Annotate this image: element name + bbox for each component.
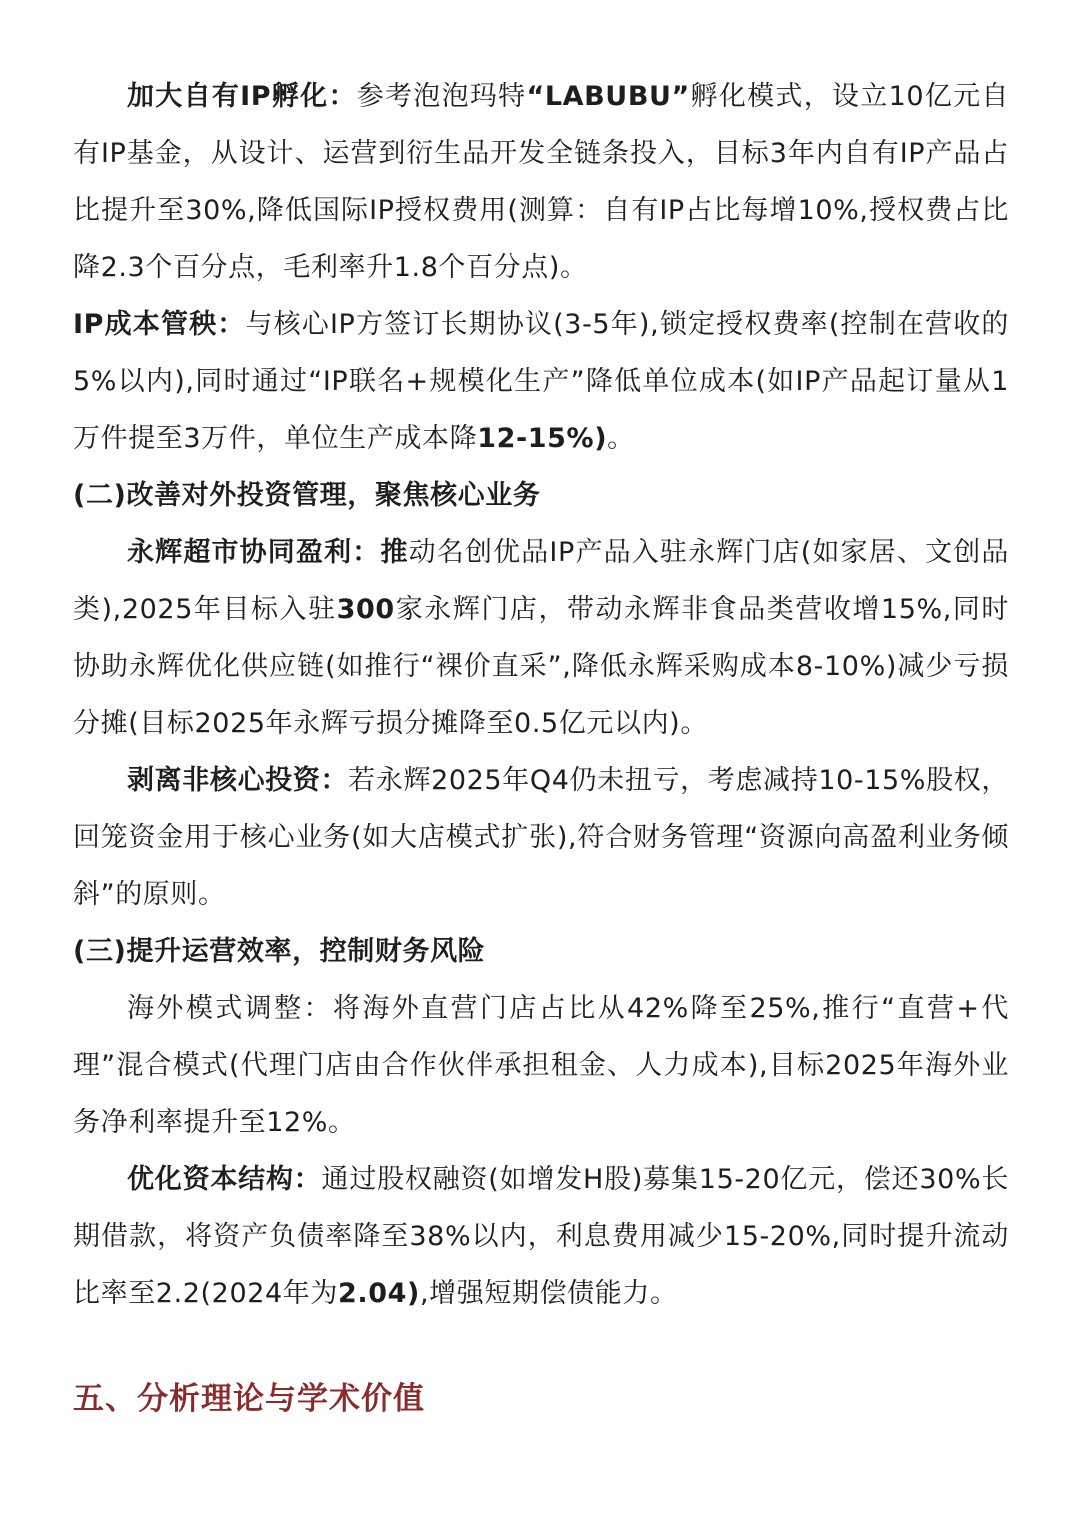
paragraph-lead: 加大自有IP孵化： <box>127 81 357 112</box>
paragraph-text: 动名创优品IP产品入驻永辉门店(如家居、文创品类),2025年目标入驻 <box>73 537 1010 625</box>
paragraph-text: 。 <box>607 423 635 454</box>
paragraph-text: 若永辉2025年Q4仍未扭亏，考虑减持10-15%股权，回笼资金用于核心业务(如大店模式扩张),符合财务管理“资源向高盈利业务倾斜”的原则。 <box>73 765 1009 910</box>
paragraph-overseas-model <box>73 980 1009 1151</box>
paragraph-bold-text: 300 <box>336 594 395 625</box>
paragraph-text: 家永辉门店，带动永辉非食品类营收增15%,同时协助永辉优化供应链(如推行“裸价直采”,降低永辉采购成本8-10%)减少亏损分摊(目标2025年永辉亏损分摊降至0.5亿元以内)。 <box>73 594 1009 739</box>
paragraph-bold-text: 12-15%) <box>477 423 608 454</box>
paragraph-capital-structure <box>73 1151 1009 1322</box>
paragraph-text: 参考泡泡玛特 <box>356 81 527 112</box>
paragraph-text: 通过股权融资(如增发H股)募集15-20亿元，偿还30%长期借款，将资产负债率降至38%以内，利息费用减少15-20%,同时提升流动比率至2.2(2024年为 <box>73 1164 1009 1309</box>
section-heading-2: (二)改善对外投资管理，聚焦核心业务 <box>73 480 541 511</box>
paragraph-text: 海外模式调整：将海外直营门店占比从42%降至25%,推行“直营+代理”混合模式(代理门店由合作伙伴承担租金、人力成本),目标2025年海外业务净利率提升至12%。 <box>73 993 1009 1138</box>
paragraph-yonghui-synergy <box>73 524 1009 752</box>
paragraph-lead: 剥离非核心投资： <box>127 765 349 796</box>
paragraph-text: 孵化模式，设立10亿元自有IP基金，从设计、运营到衍生品开发全链条投入，目标3年内自有IP产品占比提升至30%,降低国际IP授权费用(测算：自有IP占比每增10%,授权费占比降2.3个百分点，毛利率升1.8个百分点)。 <box>73 81 1010 283</box>
paragraph-bold-text: 2.04) <box>338 1278 420 1309</box>
section-heading-3: (三)提升运营效率，控制财务风险 <box>73 936 486 967</box>
paragraph-text: 与核心IP方签订长期协议(3-5年),锁定授权费率(控制在营收的5%以内),同时通过“IP联名+规模化生产”降低单位成本(如IP产品起订量从1万件提至3万件，单位生产成本降 <box>73 309 1009 454</box>
paragraph-lead: 永辉超市协同盈利：推 <box>127 537 409 568</box>
paragraph-divest-noncore <box>73 752 1009 923</box>
paragraph-ip-cost-control <box>73 296 1009 467</box>
paragraph-lead: IP成本管秧： <box>73 309 246 340</box>
paragraph-bold-text: “LABUBU” <box>526 81 690 112</box>
chapter-heading: 五、分析理论与学术价值 <box>73 1381 425 1417</box>
paragraph-lead: 优化资本结构： <box>127 1164 322 1195</box>
document-body <box>73 68 1009 1322</box>
paragraph-text: ,增强短期偿债能力。 <box>419 1278 678 1309</box>
paragraph-ip-incubation <box>73 68 1009 296</box>
